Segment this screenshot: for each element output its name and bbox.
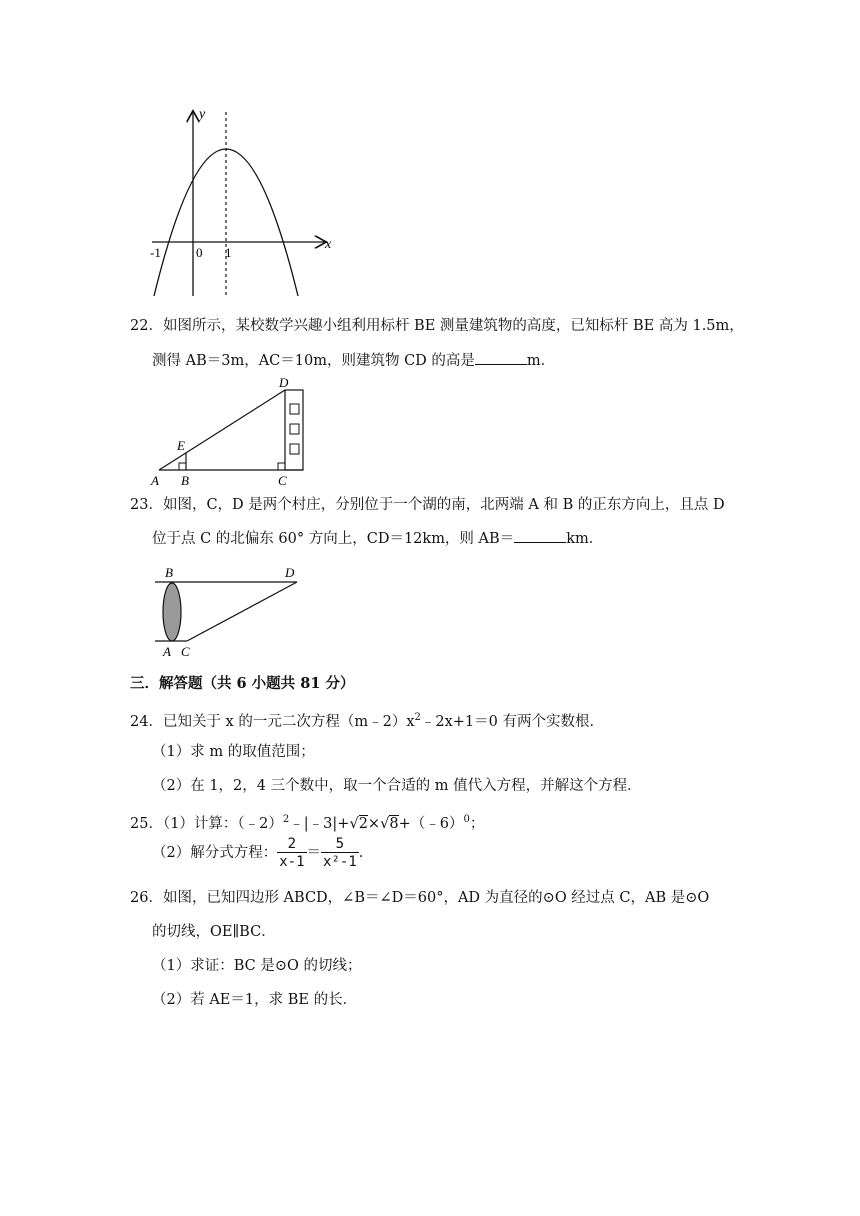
q25-part2-end: ．: [358, 845, 374, 861]
q26-part1: （1）求证：BC 是⊙O 的切线；: [152, 958, 362, 974]
q22-answer-blank[interactable]: [475, 350, 527, 365]
q26-line2: 的切线，OE∥BC．: [152, 924, 276, 940]
q25-sup1: 2: [282, 814, 290, 825]
q23-text-2a: 位于点 C 的北偏东 60° 方向上，CD＝12km，则 AB＝: [152, 531, 515, 547]
q22-line2: [152, 350, 555, 371]
label-d: D: [279, 375, 289, 390]
q26-text-1: 如图，已知四边形 ABCD，∠B＝∠D＝60°，AD 为直径的⊙O 经过点 C，AB 是⊙O: [162, 890, 710, 906]
q23-line1: [130, 495, 725, 515]
q26-line1: [130, 888, 709, 908]
q22-number: 22．: [130, 318, 163, 334]
q24-part1: （1）求 m 的取值范围；: [152, 744, 315, 760]
q25-part2: [152, 835, 373, 871]
lake: [163, 583, 181, 641]
q25-part1-e: ；: [469, 815, 485, 832]
q23-answer-blank[interactable]: [514, 528, 566, 543]
label-b: B: [165, 565, 173, 580]
label-a: A: [151, 473, 159, 488]
label-d: D: [285, 565, 295, 580]
label-b: B: [181, 473, 189, 488]
sight-line: [159, 390, 285, 470]
section-3-title: 三．解答题（共 6 小题共 81 分）: [130, 675, 355, 692]
q22-text-1: 如图所示，某校数学兴趣小组利用标杆 BE 测量建筑物的高度，已知标杆 BE 高为 1.5m，: [162, 318, 744, 334]
q25-part1-a: （1）计算：（﹣2）: [162, 815, 283, 832]
fraction-2: [321, 836, 359, 871]
q23-text-1: 如图，C，D 是两个村庄，分别位于一个湖的南，北两端 A 和 B 的正东方向上，且点 D: [162, 497, 725, 513]
q25-part2-a: （2）解分式方程：: [152, 845, 278, 861]
fraction-1-denominator: x-1: [279, 853, 305, 870]
y-axis-label: y: [199, 107, 206, 122]
right-angle-c: [278, 463, 285, 470]
q25-radicand-1: 2: [358, 815, 368, 832]
equals-sign: ＝: [306, 845, 322, 861]
q23-figure: [145, 560, 315, 660]
q22-text-2a: 测得 AB＝3m，AC＝10m，则建筑物 CD 的高是: [152, 353, 475, 369]
q25-part1-d: +（﹣6）: [398, 815, 464, 832]
q23-line2: [152, 528, 603, 549]
q23-text-2b: km．: [566, 531, 604, 547]
fraction-1-numerator: 2: [277, 836, 306, 853]
fraction-2-numerator: 5: [321, 836, 359, 853]
label-c: C: [181, 644, 190, 659]
building-cd: [285, 390, 303, 470]
line-cd: [187, 582, 297, 641]
q25-radicand-2: 8: [389, 815, 399, 832]
q25-line1: [130, 810, 484, 834]
one-label: 1: [225, 245, 232, 260]
window-3: [290, 444, 299, 454]
origin-label: 0: [196, 245, 203, 260]
q25-part1-c: ×: [367, 815, 381, 832]
label-a: A: [163, 644, 171, 659]
window-1: [290, 404, 299, 414]
q25-sup2: 0: [463, 814, 470, 825]
q26-part2: （2）若 AE＝1，求 BE 的长．: [152, 992, 358, 1008]
sqrt-icon: √: [349, 815, 359, 832]
q24-line1: [130, 708, 604, 732]
fraction-1: [277, 836, 306, 871]
right-angle-b: [179, 463, 186, 470]
fraction-2-denominator: x²-1: [323, 853, 357, 870]
label-e: E: [177, 438, 185, 453]
q25-number: 25．: [130, 815, 163, 832]
q22-figure: [145, 370, 320, 490]
q22-line1: [130, 316, 744, 336]
window-2: [290, 424, 299, 434]
q26-number: 26．: [130, 890, 163, 906]
label-c: C: [278, 473, 287, 488]
q22-text-2b: m．: [526, 353, 556, 369]
x-axis-label: x: [325, 237, 332, 252]
q24-number: 24．: [130, 713, 163, 730]
sqrt-icon: √: [380, 815, 390, 832]
neg-one-label: -1: [150, 245, 161, 260]
q24-part2: （2）在 1，2，4 三个数中，取一个合适的 m 值代入方程，并解这个方程．: [152, 778, 642, 794]
parabola-graph: [140, 100, 340, 300]
q24-text-1a: 已知关于 x 的一元二次方程（m﹣2）x: [162, 713, 415, 730]
q25-part1-b: ﹣|﹣3|+: [289, 815, 350, 832]
q23-number: 23．: [130, 497, 163, 513]
q24-exponent: 2: [414, 712, 421, 723]
q24-text-1b: ﹣2x+1＝0 有两个实数根．: [420, 713, 604, 730]
